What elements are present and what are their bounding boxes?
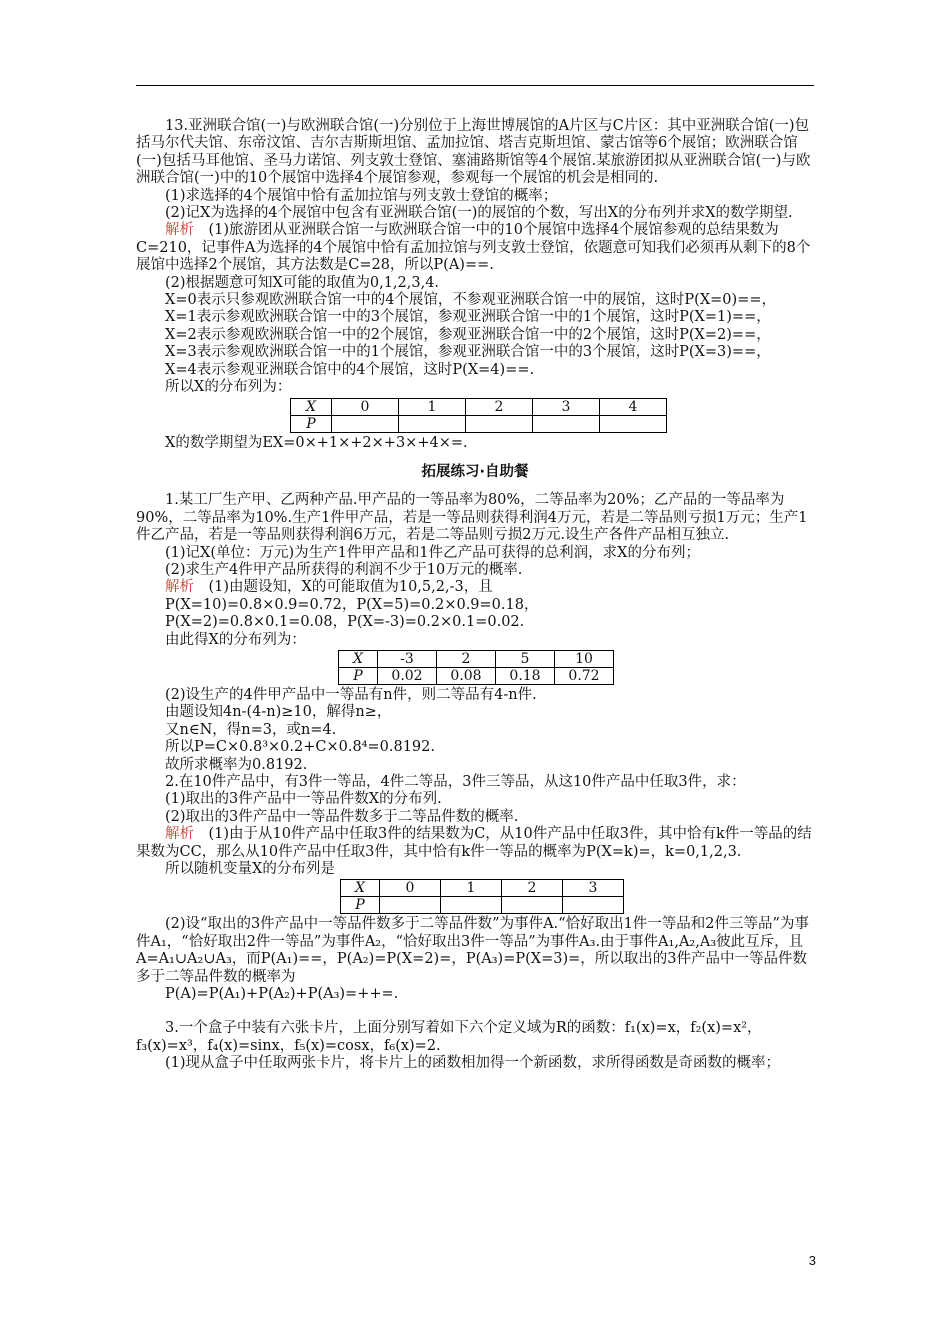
ex2-solution-2b: P(A)=P(A₁)+P(A₂)+P(A₃)=++=. bbox=[165, 986, 399, 1003]
table-cell: X bbox=[339, 650, 378, 667]
table-cell: 2 bbox=[502, 880, 563, 897]
q13-case-1: X=1表示参观欧洲联合馆一中的3个展馆，参观亚洲联合馆一中的1个展馆，这时P(X=1)==， bbox=[165, 309, 771, 326]
table-cell bbox=[380, 897, 441, 914]
table-cell: 0 bbox=[380, 880, 441, 897]
q13-case-0: X=0表示只参观欧洲联合馆一中的4个展馆，不参观亚洲联合馆一中的展馆，这时P(X=0)==， bbox=[165, 292, 776, 309]
ex2-dist-intro: 所以随机变量X的分布列是 bbox=[165, 861, 335, 878]
ex1-part1: (1)记X(单位：万元)为生产1件甲产品和1件乙产品可获得的总利润，求X的分布列； bbox=[165, 544, 700, 561]
ex1-solution-2-1: 由题设知4n-(4-n)≥10，解得n≥， bbox=[165, 704, 392, 721]
solution-label: 解析 bbox=[165, 826, 194, 843]
table-row bbox=[339, 667, 614, 684]
table-cell bbox=[332, 415, 399, 432]
table-cell: -3 bbox=[378, 650, 437, 667]
table-cell: P bbox=[341, 897, 380, 914]
q13-dist-intro: 所以X的分布列为： bbox=[165, 379, 292, 396]
q13-part1: (1)求选择的4个展馆中恰有孟加拉馆与列支敦士登馆的概率； bbox=[165, 187, 558, 204]
table-cell: 4 bbox=[600, 398, 667, 415]
table-cell bbox=[533, 415, 600, 432]
ex1-stem: 1.某工厂生产甲、乙两种产品.甲产品的一等品率为80%，二等品率为20%；乙产品的一等品率为90%，二等品率为10%.生产1件甲产品，若是一等品则获得利润4万元，若是二等品则亏损1万元；生产1件乙产品，若是一等品则获得利润6万元，若是二等品则亏损2万元.设生产各件产品相互独立. bbox=[136, 492, 808, 544]
table-cell: 3 bbox=[563, 880, 624, 897]
table-cell: 1 bbox=[441, 880, 502, 897]
section-title: 拓展练习·自助餐 bbox=[421, 463, 529, 480]
table-cell: 5 bbox=[496, 650, 555, 667]
table-cell bbox=[563, 897, 624, 914]
q13-expectation: X的数学期望为EX=0×+1×+2×+3×+4×=. bbox=[165, 434, 468, 451]
ex1-solution-1c: P(X=2)=0.8×0.1=0.08，P(X=-3)=0.2×0.1=0.02. bbox=[165, 614, 525, 631]
page-number: 3 bbox=[808, 1253, 816, 1268]
q13-stem: 13.亚洲联合馆(一)与欧洲联合馆(一)分别位于上海世博展馆的A片区与C片区：其中亚洲联合馆(一)包括马尔代夫馆、东帝汶馆、吉尔吉斯斯坦馆、孟加拉馆、塔吉克斯坦馆、蒙古馆等6个展馆；欧洲联合馆(一)包括马耳他馆、圣马力诺馆、列支敦士登馆、塞浦路斯馆等4个展馆.某旅游团拟从亚洲联合馆(一)与欧洲联合馆(一)中的10个展馆中选择4个展馆参观，参观每一个展馆的机会是相同的. bbox=[136, 118, 811, 187]
ex3-stem: 3.一个盒子中装有六张卡片，上面分别写着如下六个定义域为R的函数：f₁(x)=x，f₂(x)=x²，f₃(x)=x³，f₄(x)=sinx，f₅(x)=cosx，f₆(x)=2. bbox=[136, 1020, 762, 1054]
table-cell: 0.08 bbox=[437, 667, 496, 684]
table-cell: 0.02 bbox=[378, 667, 437, 684]
ex1-distribution-table bbox=[338, 650, 614, 685]
spacer bbox=[136, 1003, 814, 1020]
solution-label: 解析 bbox=[165, 222, 194, 239]
table-cell: 0.18 bbox=[496, 667, 555, 684]
table-cell: 2 bbox=[466, 398, 533, 415]
q13-solution-1: 解析 (1)旅游团从亚洲联合馆一与欧洲联合馆一中的10个展馆中选择4个展馆参观的总结果数为C=210，记事件A为选择的4个展馆中恰有孟加拉馆与列支敦士登馆，依题意可知我们必须再从剩下的8个展馆中选择2个展馆，其方法数是C=28，所以P(A)==. bbox=[136, 222, 811, 274]
solution-label: 解析 bbox=[165, 579, 194, 596]
ex1-part2: (2)求生产4件甲产品所获得的利润不少于10万元的概率. bbox=[165, 561, 523, 578]
table-cell: 10 bbox=[555, 650, 614, 667]
table-row bbox=[341, 897, 624, 914]
table-row bbox=[341, 880, 624, 897]
ex2-table-wrap bbox=[136, 879, 814, 914]
q13-table-wrap bbox=[136, 398, 814, 433]
table-cell bbox=[441, 897, 502, 914]
ex1-table-wrap bbox=[136, 650, 814, 685]
table-cell bbox=[502, 897, 563, 914]
table-cell: 2 bbox=[437, 650, 496, 667]
ex2-stem: 2.在10件产品中，有3件一等品，4件二等品，3件三等品，从这10件产品中任取3件，求： bbox=[165, 774, 746, 790]
ex2-part2: (2)取出的3件产品中一等品件数多于二等品件数的概率. bbox=[165, 808, 519, 825]
ex1-solution-2-4: 故所求概率为0.8192. bbox=[165, 756, 308, 773]
table-row bbox=[291, 398, 667, 415]
ex2-distribution-table bbox=[340, 879, 624, 914]
table-cell bbox=[466, 415, 533, 432]
table-cell: 1 bbox=[399, 398, 466, 415]
ex1-solution-2-3: 所以P=C×0.8³×0.2+C×0.8⁴=0.8192. bbox=[165, 739, 435, 756]
ex3-part1: (1)现从盒子中任取两张卡片，将卡片上的函数相加得一个新函数，求所得函数是奇函数的概率； bbox=[165, 1055, 781, 1072]
ex1-solution-2-2: 又n∈N，得n=3，或n=4. bbox=[165, 721, 337, 738]
ex1-dist-intro: 由此得X的分布列为： bbox=[165, 631, 306, 648]
q13-distribution-table bbox=[290, 398, 667, 433]
ex2-solution-2: (2)设“取出的3件产品中一等品件数多于二等品件数”为事件A.“恰好取出1件一等品和2件三等品”为事件A₁，“恰好取出2件一等品”为事件A₂，“恰好取出3件一等品”为事件A₃.由于事件A₁,A₂,A₃彼此互斥，且A=A₁∪A₂∪A₃，而P(A₁)==，P(A₂)=P(X=2)=，P(A₃)=P(X=3)=，所以取出的3件产品中一等品件数多于二等品件数的概率为 bbox=[136, 916, 809, 985]
table-row bbox=[339, 650, 614, 667]
table-cell: P bbox=[339, 667, 378, 684]
header-rule bbox=[136, 85, 814, 86]
table-cell: 0.72 bbox=[555, 667, 614, 684]
ex1-solution-1: 解析 (1)由题设知，X的可能取值为10,5,2,-3，且 bbox=[165, 579, 493, 596]
q13-solution-2: (2)根据题意可知X可能的取值为0,1,2,3,4. bbox=[165, 274, 440, 291]
table-cell bbox=[399, 415, 466, 432]
table-cell: X bbox=[341, 880, 380, 897]
table-row bbox=[291, 415, 667, 432]
ex2-solution-1: 解析 (1)由于从10件产品中任取3件的结果数为C，从10件产品中任取3件，其中恰有k件一等品的结果数为CC，那么从10件产品中任取3件，其中恰有k件一等品的概率为P(X=k)=，k=0,1,2,3. bbox=[136, 826, 812, 860]
table-cell: X bbox=[291, 398, 332, 415]
ex2-part1: (1)取出的3件产品中一等品件数X的分布列. bbox=[165, 791, 442, 808]
table-cell: 0 bbox=[332, 398, 399, 415]
q13-part2: (2)记X为选择的4个展馆中包含有亚洲联合馆(一)的展馆的个数，写出X的分布列并求X的数学期望. bbox=[165, 205, 793, 222]
q13-case-4: X=4表示参观亚洲联合馆中的4个展馆，这时P(X=4)==. bbox=[165, 361, 535, 378]
table-cell: P bbox=[291, 415, 332, 432]
q13-case-2: X=2表示参观欧洲联合馆一中的2个展馆，参观亚洲联合馆一中的2个展馆，这时P(X=2)==， bbox=[165, 326, 771, 343]
q13-case-3: X=3表示参观欧洲联合馆一中的1个展馆，参观亚洲联合馆一中的3个展馆，这时P(X=3)==， bbox=[165, 344, 771, 361]
table-cell: 3 bbox=[533, 398, 600, 415]
ex1-solution-1b: P(X=10)=0.8×0.9=0.72，P(X=5)=0.2×0.9=0.18， bbox=[165, 596, 539, 613]
table-cell bbox=[600, 415, 667, 432]
page-content bbox=[136, 118, 814, 1073]
ex1-solution-2-0: (2)设生产的4件甲产品中一等品有n件，则二等品有4-n件. bbox=[165, 686, 537, 703]
